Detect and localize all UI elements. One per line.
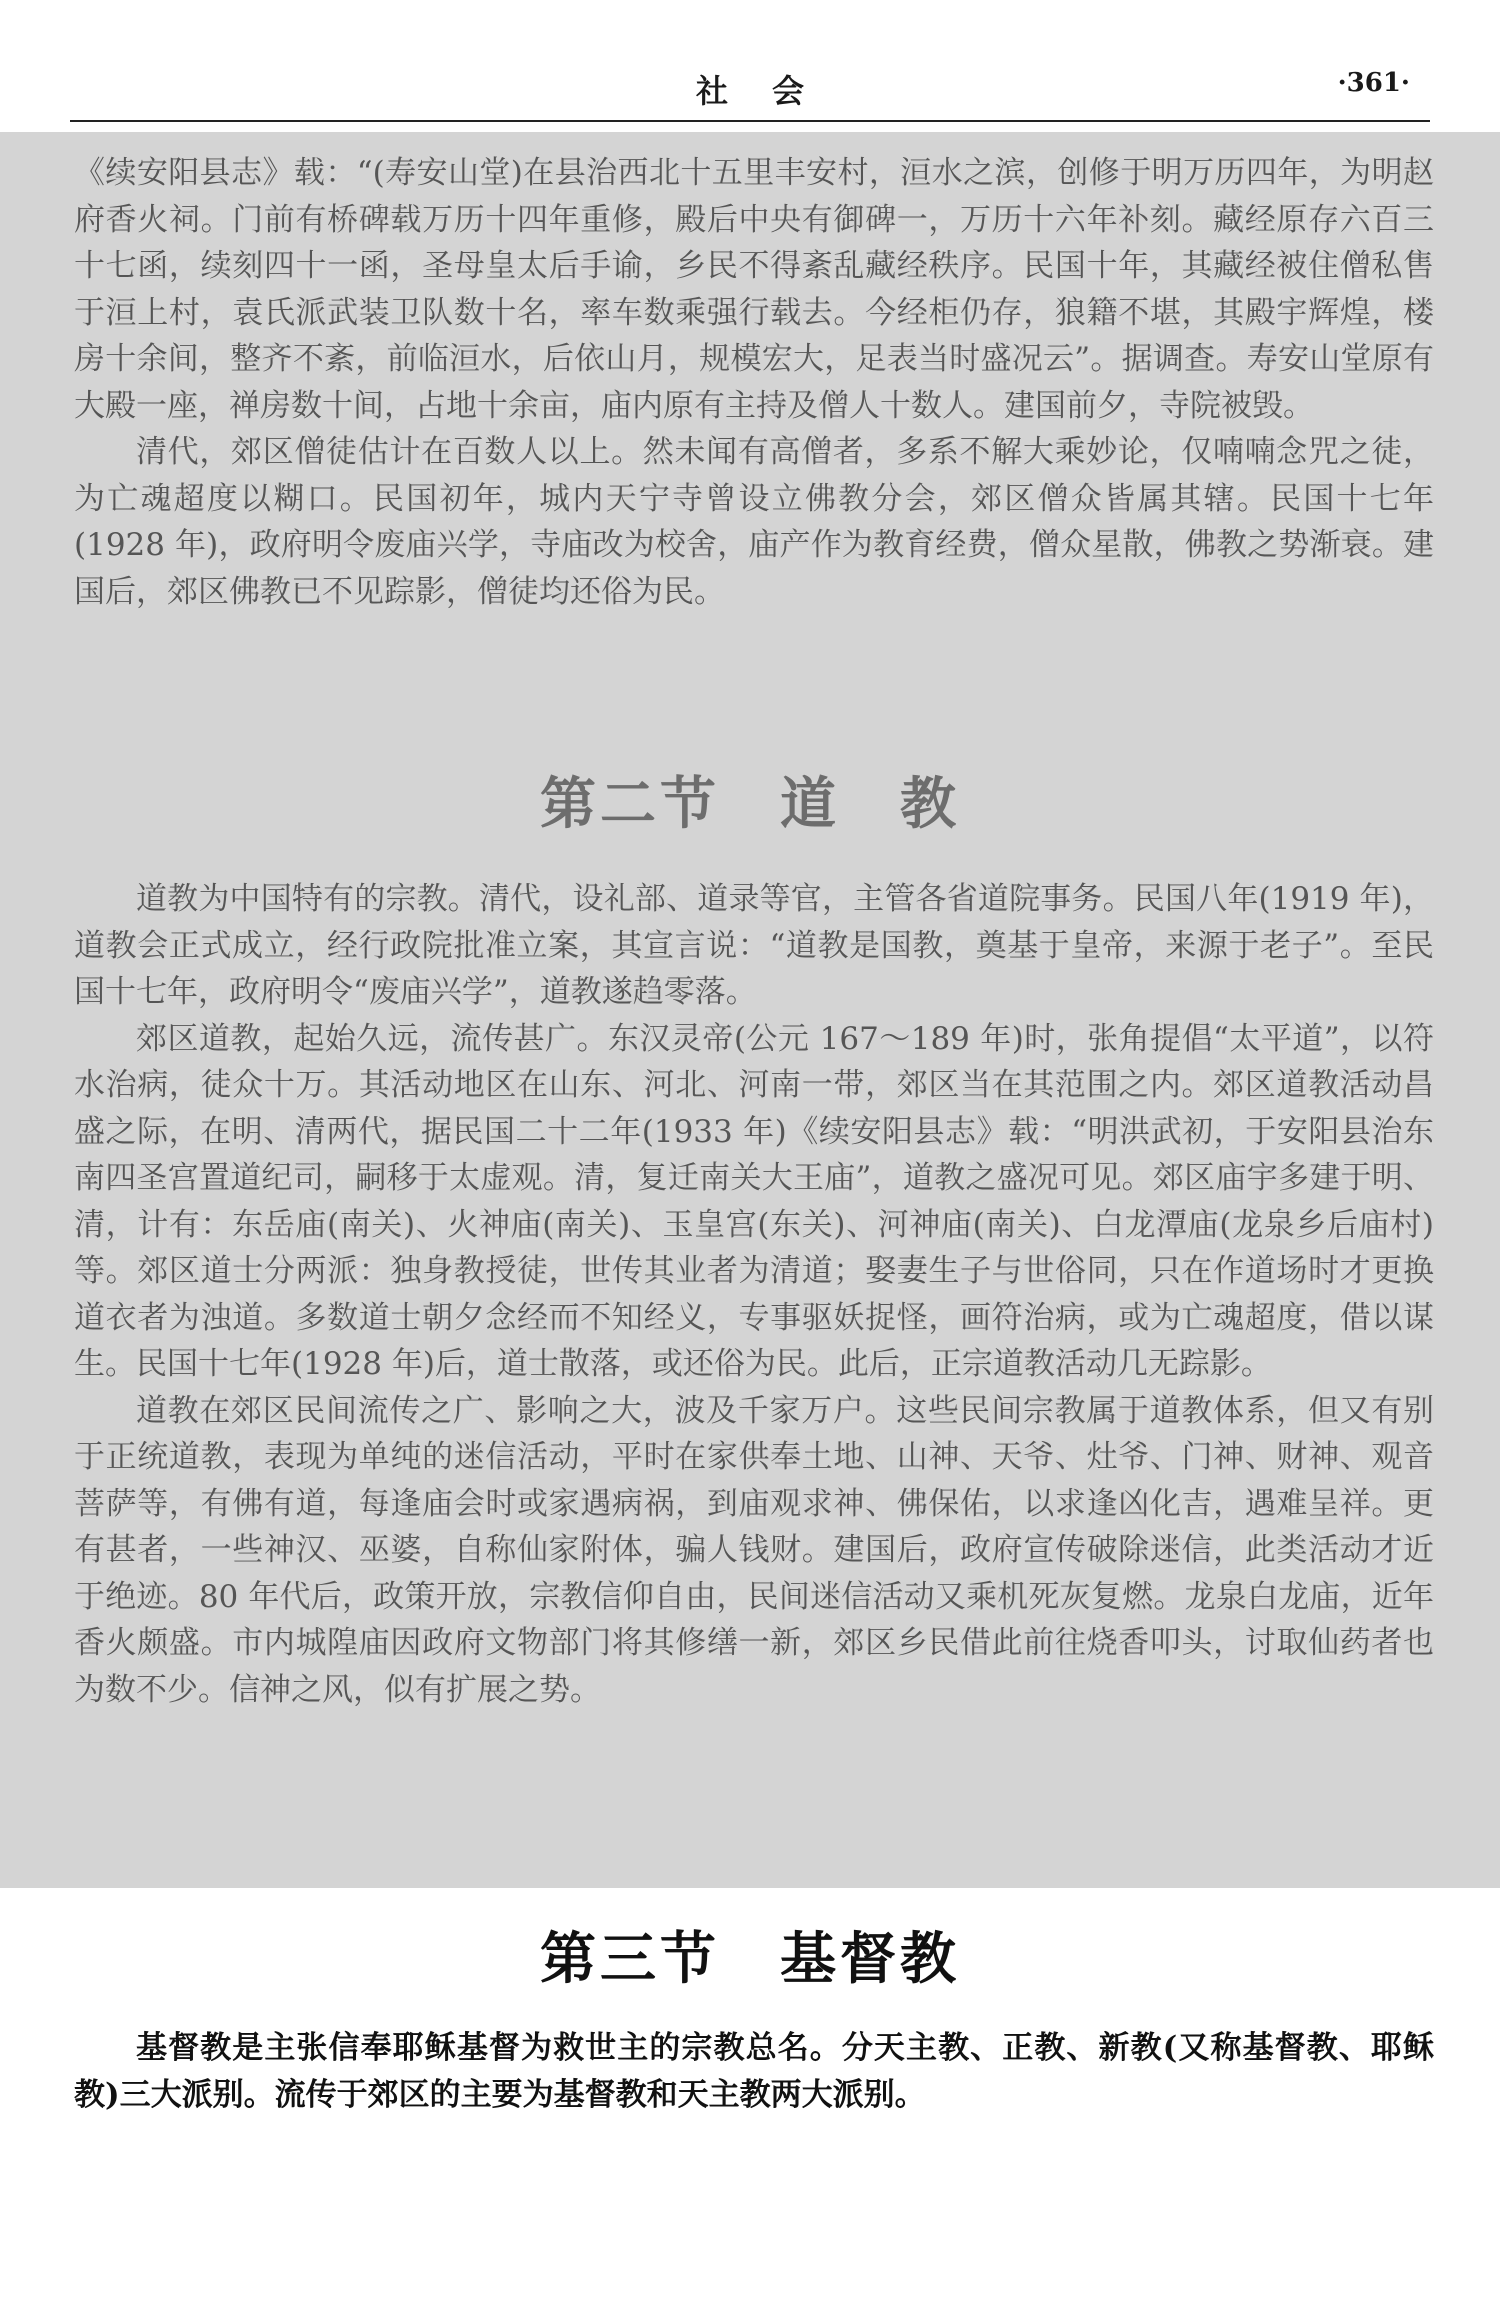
- christianity-body: [74, 2025, 1434, 2118]
- paragraph: 道教为中国特有的宗教。清代，设礼部、道录等官，主管各省道院事务。民国八年(1919 年)，道教会正式成立，经行政院批准立案，其宣言说：“道教是国教，奠基于皇帝，来源于老子”。至民国十七年，政府明令“废庙兴学”，道教遂趋零落。: [74, 881, 1434, 1010]
- page-number: ·361·: [1337, 68, 1410, 98]
- section-title-christianity: 第三节 基督教: [540, 1927, 960, 1992]
- page-header: [70, 60, 1430, 122]
- paragraph: 道教在郊区民间流传之广、影响之大，波及千家万户。这些民间宗教属于道教体系，但又有别于正统道教，表现为单纯的迷信活动，平时在家供奉土地、山神、天爷、灶爷、门神、财神、观音菩萨等，有佛有道，每逢庙会时或家遇病祸，到庙观求神、佛保佑，以求逢凶化吉，遇难呈祥。更有甚者，一些神汉、巫婆，自称仙家附体，骗人钱财。建国后，政府宣传破除迷信，此类活动才近于绝迹。80 年代后，政策开放，宗教信仰自由，民间迷信活动又乘机死灰复燃。龙泉白龙庙，近年香火颇盛。市内城隍庙因政府文物部门将其修缮一新，郊区乡民借此前往烧香叩头，讨取仙药者也为数不少。信神之风，似有扩展之势。: [74, 1392, 1434, 1708]
- buddhism-continued: [74, 150, 1434, 615]
- paragraph: 郊区道教，起始久远，流传甚广。东汉灵帝(公元 167～189 年)时，张角提倡“太平道”，以符水治病，徒众十万。其活动地区在山东、河北、河南一带，郊区当在其范围之内。郊区道教活动昌盛之际，在明、清两代，据民国二十二年(1933 年)《续安阳县志》载：“明洪武初，于安阳县治东南四圣宫置道纪司，嗣移于太虚观。清，复迁南关大王庙”，道教之盛况可见。郊区庙宇多建于明、清，计有：东岳庙(南关)、火神庙(南关)、玉皇宫(东关)、河神庙(南关)、白龙潭庙(龙泉乡后庙村)等。郊区道士分两派：独身教授徒，世传其业者为清道；娶妻生子与世俗同，只在作道场时才更换道衣者为浊道。多数道士朝夕念经而不知经义，专事驱妖捉怪，画符治病，或为亡魂超度，借以谋生。民国十七年(1928 年)后，道士散落，或还俗为民。此后，正宗道教活动几无踪影。: [74, 1020, 1434, 1382]
- running-title: 社会: [695, 72, 848, 110]
- paragraph: 《续安阳县志》载：“(寿安山堂)在县治西北十五里丰安村，洹水之滨，创修于明万历四年，为明赵府香火祠。门前有桥碑载万历十四年重修，殿后中央有御碑一，万历十六年补刻。藏经原存六百三十七函，续刻四十一函，圣母皇太后手谕，乡民不得紊乱藏经秩序。民国十年，其藏经被住僧私售于洹上村，袁氏派武装卫队数十名，率车数乘强行载去。今经柜仍存，狼籍不堪，其殿宇辉煌，楼房十余间，整齐不紊，前临洹水，后依山月，规模宏大，足表当时盛况云”。据调查。寿安山堂原有大殿一座，禅房数十间，占地十余亩，庙内原有主持及僧人十数人。建国前夕，寺院被毁。: [74, 155, 1434, 424]
- paragraph: 基督教是主张信奉耶稣基督为救世主的宗教总名。分天主教、正教、新教(又称基督教、耶稣教)三大派别。流传于郊区的主要为基督教和天主教两大派别。: [74, 2030, 1434, 2113]
- taoism-body: [74, 876, 1434, 1713]
- section-title-taoism: 第二节 道 教: [540, 772, 960, 837]
- paragraph: 清代，郊区僧徒估计在百数人以上。然未闻有高僧者，多系不解大乘妙论，仅喃喃念咒之徒，为亡魂超度以糊口。民国初年，城内天宁寺曾设立佛教分会，郊区僧众皆属其辖。民国十七年(1928 年)，政府明令废庙兴学，寺庙改为校舍，庙产作为教育经费，僧众星散，佛教之势渐衰。建国后，郊区佛教已不见踪影，僧徒均还俗为民。: [74, 434, 1434, 610]
